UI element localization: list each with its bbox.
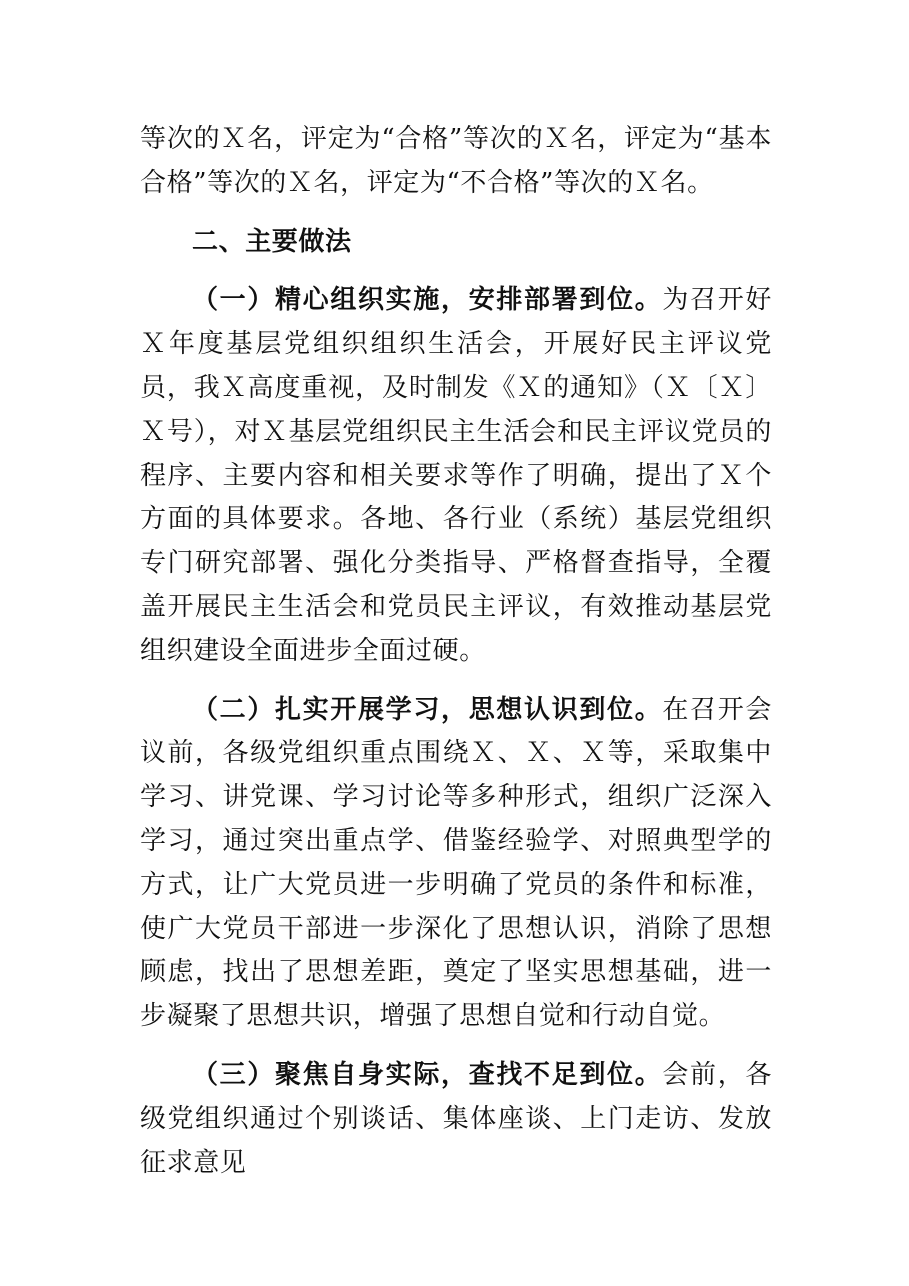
item-paragraph-1 [140, 279, 772, 673]
item-lead-3: （三）聚焦自身实际，查找不足到位。 [192, 1059, 663, 1090]
continued-paragraph: 等次的Ｘ名，评定为“合格”等次的Ｘ名，评定为“基本合格”等次的Ｘ名，评定为“不合格”等次的Ｘ名。 [140, 124, 772, 198]
document-page [140, 118, 772, 1185]
item-lead-1: （一）精心组织实施，安排部署到位。 [192, 285, 663, 316]
spacer [140, 1039, 772, 1054]
item-paragraph-3 [140, 1054, 772, 1185]
item-body-1: 为召开好Ｘ年度基层党组织组织生活会，开展好民主评议党员，我Ｘ高度重视，及时制发《Ｘ的通知》（Ｘ〔Ｘ〕Ｘ号），对Ｘ基层党组织民主生活会和民主评议党员的程序、主要内容和相关要求等作了明确，提出了Ｘ个方面的具体要求。各地、各行业（系统）基层党组织专门研究部署、强化分类指导、严格督查指导，全覆盖开展民主生活会和党员民主评议，有效推动基层党组织建设全面进步全面过硬。 [140, 285, 772, 666]
spacer [140, 674, 772, 689]
item-lead-2: （二）扎实开展学习，思想认识到位。 [192, 694, 663, 725]
section-heading: 二、主要做法 [192, 226, 352, 257]
item-body-3: 会前，各级党组织通过个别谈话、集体座谈、上门走访、发放征求意见 [140, 1059, 772, 1178]
spacer [140, 264, 772, 279]
item-body-2: 在召开会议前，各级党组织重点围绕Ｘ、Ｘ、Ｘ等，采取集中学习、讲党课、学习讨论等多种形式，组织广泛深入学习，通过突出重点学、借鉴经验学、对照典型学的方式，让广大党员进一步明确了党员的条件和标准，使广大党员干部进一步深化了思想认识，消除了思想顾虑，找出了思想差距，奠定了坚实思想基础，进一步凝聚了思想共识，增强了思想自觉和行动自觉。 [140, 694, 772, 1032]
spacer [140, 206, 772, 221]
item-paragraph-2 [140, 689, 772, 1039]
